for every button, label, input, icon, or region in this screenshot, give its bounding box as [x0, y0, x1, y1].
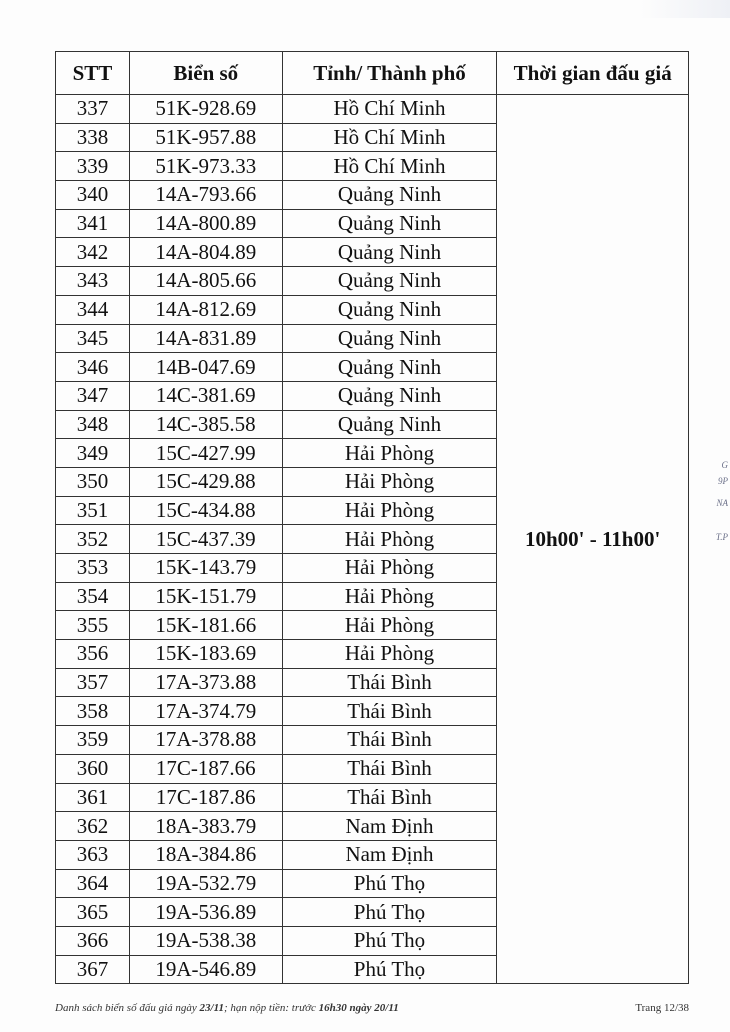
cell-stt: 338 — [56, 123, 130, 152]
cell-stt: 366 — [56, 926, 130, 955]
cell-stt: 356 — [56, 640, 130, 669]
cell-plate: 15C-437.39 — [129, 525, 282, 554]
cell-plate: 15K-151.79 — [129, 582, 282, 611]
cell-stt: 337 — [56, 95, 130, 124]
table-row — [56, 95, 689, 124]
footer-date: 23/11 — [199, 1002, 224, 1014]
cell-plate: 18A-383.79 — [129, 812, 282, 841]
cell-province: Thái Bình — [282, 668, 497, 697]
cell-stt: 355 — [56, 611, 130, 640]
cell-province: Quảng Ninh — [282, 295, 497, 324]
cell-plate: 15K-183.69 — [129, 640, 282, 669]
cell-stt: 362 — [56, 812, 130, 841]
cell-stt: 346 — [56, 353, 130, 382]
header-province: Tỉnh/ Thành phố — [282, 52, 497, 95]
table-header-row — [56, 52, 689, 95]
cell-plate: 19A-546.89 — [129, 955, 282, 984]
cell-plate: 15K-143.79 — [129, 554, 282, 583]
cell-province: Quảng Ninh — [282, 410, 497, 439]
cell-province: Nam Định — [282, 812, 497, 841]
cell-plate: 15K-181.66 — [129, 611, 282, 640]
cell-plate: 14B-047.69 — [129, 353, 282, 382]
cell-stt: 353 — [56, 554, 130, 583]
cell-stt: 347 — [56, 381, 130, 410]
cell-plate: 14C-381.69 — [129, 381, 282, 410]
cell-stt: 363 — [56, 840, 130, 869]
cell-plate: 19A-538.38 — [129, 926, 282, 955]
cell-plate: 14A-793.66 — [129, 181, 282, 210]
cell-plate: 17A-373.88 — [129, 668, 282, 697]
cell-province: Quảng Ninh — [282, 324, 497, 353]
cell-plate: 19A-536.89 — [129, 898, 282, 927]
cell-stt: 341 — [56, 209, 130, 238]
cell-plate: 14A-800.89 — [129, 209, 282, 238]
cell-plate: 14A-831.89 — [129, 324, 282, 353]
cell-stt: 350 — [56, 467, 130, 496]
cell-plate: 51K-973.33 — [129, 152, 282, 181]
cell-stt: 358 — [56, 697, 130, 726]
cell-province: Hồ Chí Minh — [282, 123, 497, 152]
cell-plate: 17A-374.79 — [129, 697, 282, 726]
cell-plate: 17C-187.66 — [129, 754, 282, 783]
stamp-line: G — [721, 460, 728, 470]
cell-plate: 17A-378.88 — [129, 726, 282, 755]
stamp-line: NA — [716, 498, 728, 508]
cell-stt: 359 — [56, 726, 130, 755]
cell-stt: 342 — [56, 238, 130, 267]
cell-plate: 15C-434.88 — [129, 496, 282, 525]
cell-province: Phú Thọ — [282, 926, 497, 955]
scan-edge — [640, 0, 730, 18]
header-auction-time: Thời gian đấu giá — [497, 52, 689, 95]
cell-stt: 345 — [56, 324, 130, 353]
cell-plate: 51K-928.69 — [129, 95, 282, 124]
stamp-line: 9P — [718, 476, 728, 486]
cell-province: Hải Phòng — [282, 611, 497, 640]
footer-text-b: ; hạn nộp tiền: trước — [223, 1002, 316, 1014]
cell-province: Thái Bình — [282, 726, 497, 755]
cell-plate: 19A-532.79 — [129, 869, 282, 898]
cell-province: Quảng Ninh — [282, 353, 497, 382]
cell-stt: 367 — [56, 955, 130, 984]
cell-stt: 351 — [56, 496, 130, 525]
cell-province: Phú Thọ — [282, 955, 497, 984]
cell-province: Quảng Ninh — [282, 238, 497, 267]
stamp-line: T.P — [715, 532, 728, 542]
cell-province: Hải Phòng — [282, 640, 497, 669]
cell-stt: 365 — [56, 898, 130, 927]
table-body — [56, 95, 689, 984]
cell-stt: 360 — [56, 754, 130, 783]
cell-province: Hải Phòng — [282, 525, 497, 554]
cell-province: Hải Phòng — [282, 554, 497, 583]
license-plate-auction-table — [55, 51, 689, 984]
cell-province: Hồ Chí Minh — [282, 152, 497, 181]
cell-province: Phú Thọ — [282, 898, 497, 927]
cell-plate: 14A-812.69 — [129, 295, 282, 324]
cell-province: Thái Bình — [282, 697, 497, 726]
cell-stt: 343 — [56, 267, 130, 296]
cell-plate: 51K-957.88 — [129, 123, 282, 152]
cell-plate: 18A-384.86 — [129, 840, 282, 869]
cell-province: Thái Bình — [282, 754, 497, 783]
margin-stamp-fragment — [714, 420, 730, 580]
header-plate: Biển số — [129, 52, 282, 95]
cell-province: Hồ Chí Minh — [282, 95, 497, 124]
cell-stt: 339 — [56, 152, 130, 181]
cell-auction-time: 10h00' - 11h00' — [497, 95, 689, 984]
cell-plate: 14C-385.58 — [129, 410, 282, 439]
cell-plate: 14A-804.89 — [129, 238, 282, 267]
cell-province: Phú Thọ — [282, 869, 497, 898]
cell-plate: 14A-805.66 — [129, 267, 282, 296]
footer-deadline: 16h30 ngày 20/11 — [318, 1002, 399, 1014]
footer-text-a: Danh sách biển số đấu giá ngày — [55, 1002, 197, 1014]
cell-province: Hải Phòng — [282, 582, 497, 611]
cell-stt: 357 — [56, 668, 130, 697]
cell-province: Quảng Ninh — [282, 181, 497, 210]
cell-stt: 344 — [56, 295, 130, 324]
cell-stt: 348 — [56, 410, 130, 439]
cell-plate: 17C-187.86 — [129, 783, 282, 812]
cell-plate: 15C-429.88 — [129, 467, 282, 496]
cell-province: Hải Phòng — [282, 439, 497, 468]
cell-province: Thái Bình — [282, 783, 497, 812]
header-stt: STT — [56, 52, 130, 95]
page-footer — [55, 1002, 689, 1014]
cell-province: Quảng Ninh — [282, 267, 497, 296]
cell-province: Quảng Ninh — [282, 209, 497, 238]
cell-stt: 349 — [56, 439, 130, 468]
cell-province: Nam Định — [282, 840, 497, 869]
cell-province: Hải Phòng — [282, 467, 497, 496]
cell-plate: 15C-427.99 — [129, 439, 282, 468]
cell-province: Hải Phòng — [282, 496, 497, 525]
cell-stt: 352 — [56, 525, 130, 554]
cell-province: Quảng Ninh — [282, 381, 497, 410]
cell-stt: 354 — [56, 582, 130, 611]
page-number: Trang 12/38 — [635, 1002, 689, 1014]
cell-stt: 364 — [56, 869, 130, 898]
cell-stt: 361 — [56, 783, 130, 812]
cell-stt: 340 — [56, 181, 130, 210]
